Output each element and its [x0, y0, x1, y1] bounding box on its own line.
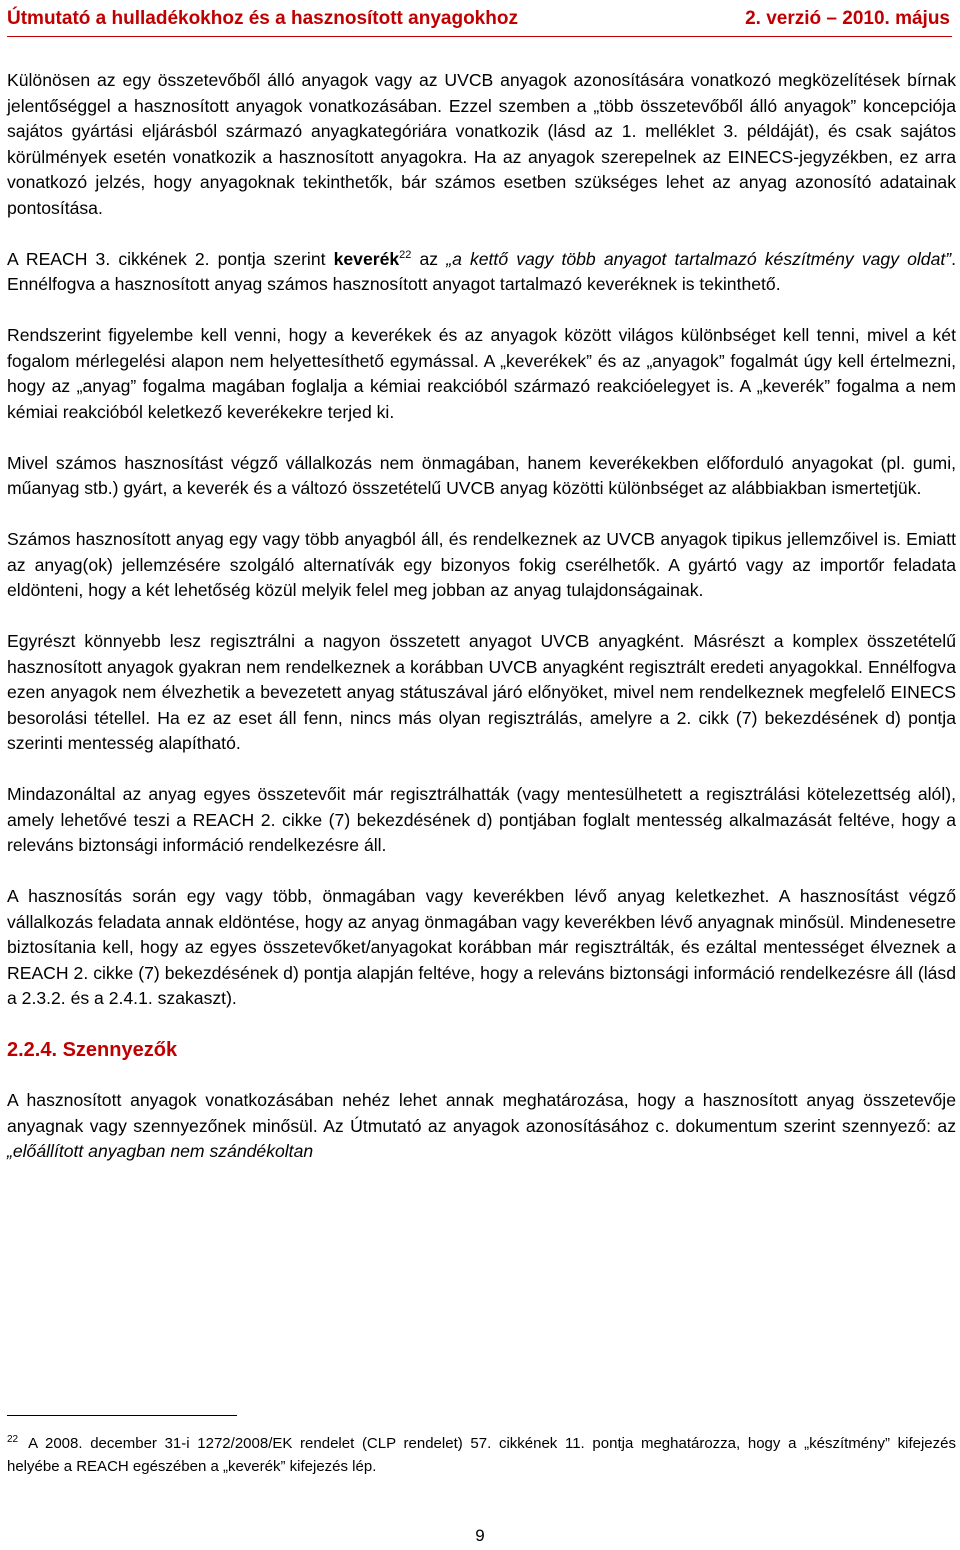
paragraph-2-text-c: . Ennélfogva a hasznosított anyag számos hasznosított anyagot tartalmazó keveréknek is tekinthető. [7, 248, 956, 294]
paragraph-9 [7, 1088, 956, 1165]
header-title: Útmutató a hulladékokhoz és a hasznosított anyagokhoz [7, 8, 518, 29]
paragraph-2-text-a: A REACH 3. cikkének 2. pontja szerint [7, 248, 334, 269]
paragraph-7: Mindazonáltal az anyag egyes összetevőit már regisztrálhatták (vagy mentesülhetett a regisztrálási kötelezettség alól), amely lehetővé teszi a REACH 2. cikke (7) bekezdésének d) pontjában foglalt mentesség alkalmazását feltéve, hogy a releváns biztonsági információ rendelkezésre áll. [7, 784, 956, 855]
paragraph-6: Egyrészt könnyebb lesz regisztrálni a nagyon összetett anyagot UVCB anyagként. Másrészt a komplex összetételű hasznosított anyagok gyakran nem rendelkeznek a korábban UVCB anyagként regisztrált eredeti anyagokkal. Ennélfogva ezen anyagok nem élvezhetik a bevezetett anyag státuszával járó előnyöket, mivel nem rendelkeznek megfelelő EINECS besorolási tétellel. Ha ez az eset áll fenn, nincs más olyan regisztrálás, amelyre a 2. cikk (7) bekezdésének d) pontja szerinti mentesség alapítható. [7, 631, 956, 753]
definition-quote: „a kettő vagy több anyagot tartalmazó készítmény vagy oldat” [446, 248, 952, 269]
header-version: 2. verzió – 2010. május [745, 8, 950, 29]
paragraph-8: A hasznosítás során egy vagy több, önmagában vagy keverékben lévő anyag keletkezhet. A hasznosítást végző vállalkozás feladata annak eldöntése, hogy az anyag önmagában vagy keverékben lévő anyagnak minősül. Mindenesetre biztosítania kell, hogy az egyes összetevőket/anyagokat korábban már regisztrálták, és ezáltal mentességet élveznek a REACH 2. cikke (7) bekezdésének d) pontja alapján feltéve, hogy a releváns biztonsági információ rendelkezésre áll (lásd a 2.3.2. és a 2.4.1. szakaszt). [7, 886, 956, 1008]
section-heading: 2.2.4. Szennyezők [7, 1039, 178, 1061]
page-number: 9 [475, 1526, 485, 1545]
footnote-text: A 2008. december 31-i 1272/2008/EK rendelet (CLP rendelet) 57. cikkének 11. pontja meghatározza, hogy a „készítmény” kifejezés helyébe a REACH egészében a „keverék” kifejezés lép. [7, 1435, 956, 1475]
main-content [7, 68, 956, 1190]
footnote-ref: 22 [399, 248, 412, 261]
footnote-number: 22 [7, 1434, 19, 1445]
term-keverek: keverék [333, 248, 400, 269]
paragraph-2-text-b: az [411, 248, 447, 269]
footnote-separator [7, 1415, 237, 1416]
page-header [7, 6, 952, 37]
paragraph-3: Rendszerint figyelembe kell venni, hogy a keverékek és az anyagok között világos különbséget kell tenni, mivel a két fogalom mérlegelési alapon nem helyettesíthető egymással. A „keverékek” és az „anyagok” fogalmát úgy kell értelmezni, hogy az „anyag” fogalma magában foglalja a kémiai reakcióból származó reakcióelegyet is. A „keverék” fogalma a nem kémiai reakcióból keletkező keverékekre terjed ki. [7, 325, 956, 422]
paragraph-1: Különösen az egy összetevőből álló anyagok vagy az UVCB anyagok azonosítására vonatkozó megközelítések bírnak jelentőséggel a hasznosított anyagok vonatkozásában. Ezzel szemben a „több összetevőből álló anyagok” koncepciója sajátos gyártási eljárásból származó anyagkategóriára vonatkozik (lásd az 1. melléklet 3. példáját), és csak sajátos körülmények esetén vonatkozik a hasznosított anyagokra. Ha az anyagok szerepelnek az EINECS-jegyzékben, ez arra vonatkozó jelzés, hogy anyagoknak tekinthetők, bár számos esetben szükséges lehet az anyag azonosító adatainak pontosítása. [7, 70, 956, 218]
paragraph-9-italic: „előállított anyagban nem szándékoltan [7, 1141, 314, 1161]
paragraph-5: Számos hasznosított anyag egy vagy több anyagból áll, és rendelkeznek az UVCB anyagok tipikus jellemzőivel is. Emiatt az anyag(ok) jellemzésére szolgáló alternatívák egy bizonyos fokig cserélhetők. A gyártó vagy az importőr feladata eldönteni, hogy a két lehetőség közül melyik felel meg jobban az anyag tulajdonságainak. [7, 529, 956, 600]
paragraph-9-text: A hasznosított anyagok vonatkozásában nehéz lehet annak meghatározása, hogy a hasznosított anyag összetevője anyagnak vagy szennyezőnek minősül. Az Útmutató az anyagok azonosításához c. dokumentum szerint szennyező: az [7, 1090, 956, 1136]
paragraph-2 [7, 247, 956, 298]
footnote [7, 1432, 956, 1478]
paragraph-4: Mivel számos hasznosítást végző vállalkozás nem önmagában, hanem keverékekben előforduló anyagokat (pl. gumi, műanyag stb.) gyárt, a keverék és a változó összetételű UVCB anyag közötti különbséget az alábbiakban ismertetjük. [7, 452, 956, 498]
